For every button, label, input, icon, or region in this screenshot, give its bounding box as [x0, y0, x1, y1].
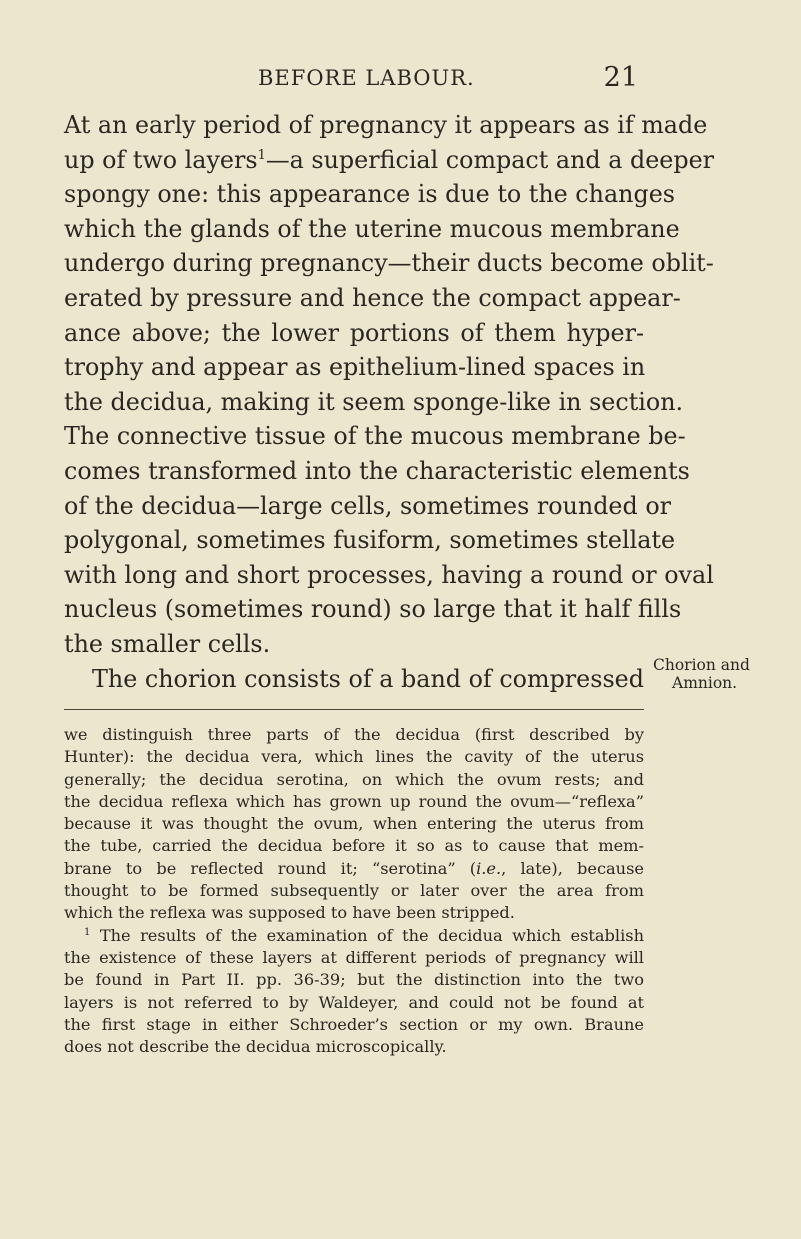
footnote-line: the tube, carried the decidua before it so as to cause that mem-	[64, 836, 644, 856]
running-head: BEFORE LABOUR.	[258, 66, 475, 90]
footnote-line: layers is not referred to by Waldeyer, and could not be found at	[64, 992, 644, 1012]
footnote-line: does not describe the decidua microscopically.	[64, 1037, 447, 1057]
text-line: of the decidua—large cells, sometimes rounded or	[64, 491, 672, 520]
footnote-line: the first stage in either Schroeder’s section or my own. Braune	[64, 1014, 644, 1034]
page-number: 21	[603, 62, 638, 93]
text-line: undergo during pregnancy—their ducts become oblit-	[64, 249, 714, 278]
text-line: trophy and appear as epithelium-lined spaces in	[64, 353, 646, 382]
footnote-ref: 1	[257, 147, 266, 163]
margin-note	[653, 656, 793, 692]
footnote-line: generally; the decidua serotina, on which the ovum rests; and	[64, 769, 644, 789]
footnote-line: the decidua reflexa which has grown up round the ovum—“reflexa”	[64, 791, 644, 811]
text-line: erated by pressure and hence the compact appear-	[64, 283, 681, 312]
text-line: At an early period of pregnancy it appears as if made	[64, 111, 708, 139]
footnote-number: 1	[84, 926, 91, 938]
text-line: comes transformed into the characteristic elements	[64, 456, 690, 485]
margin-note-line: Amnion.	[672, 674, 738, 692]
text-line: ance above; the lower portions of them hyper-	[64, 318, 644, 347]
footnotes	[64, 724, 644, 1058]
footnote-divider	[64, 709, 644, 710]
text-line: nucleus (sometimes round) so large that it half fills	[64, 595, 682, 624]
footnote-line: brane to be reflected round it; “serotina” (i.e., late), because	[64, 858, 644, 878]
text-line: The chorion consists of a band of compressed	[92, 664, 644, 693]
footnote-line: which the reflexa was supposed to have been stripped.	[64, 903, 515, 923]
footnote-line: thought to be formed subsequently or later over the area from	[64, 881, 644, 901]
footnote-line: because it was thought the ovum, when entering the uterus from	[64, 814, 644, 834]
text-line: which the glands of the uterine mucous membrane	[64, 214, 680, 243]
text-line: polygonal, sometimes fusiform, sometimes stellate	[64, 526, 676, 555]
text-line: with long and short processes, having a round or oval	[64, 560, 714, 589]
footnote-line: we distinguish three parts of the decidua (first described by	[64, 725, 644, 744]
footnote-line: the existence of these layers at different periods of pregnancy will	[64, 947, 644, 967]
footnote-line: Hunter): the decidua vera, which lines the cavity of the uterus	[64, 747, 644, 767]
footnote-line: be found in Part II. pp. 36-39; but the distinction into the two	[64, 970, 644, 990]
text-line: the decidua, making it seem sponge-like in section.	[64, 387, 684, 416]
margin-note-line: Chorion and	[653, 656, 750, 674]
footnote-line: $^1$ The results of the examination of the decidua which establish	[84, 925, 644, 945]
text-line: the smaller cells.	[64, 629, 271, 658]
text-line: The connective tissue of the mucous membrane be-	[64, 422, 686, 451]
text-line: spongy one: this appearance is due to the changes	[64, 180, 676, 209]
text-line: up of two layers$^1$—a superficial compact and a deeper	[64, 145, 715, 174]
